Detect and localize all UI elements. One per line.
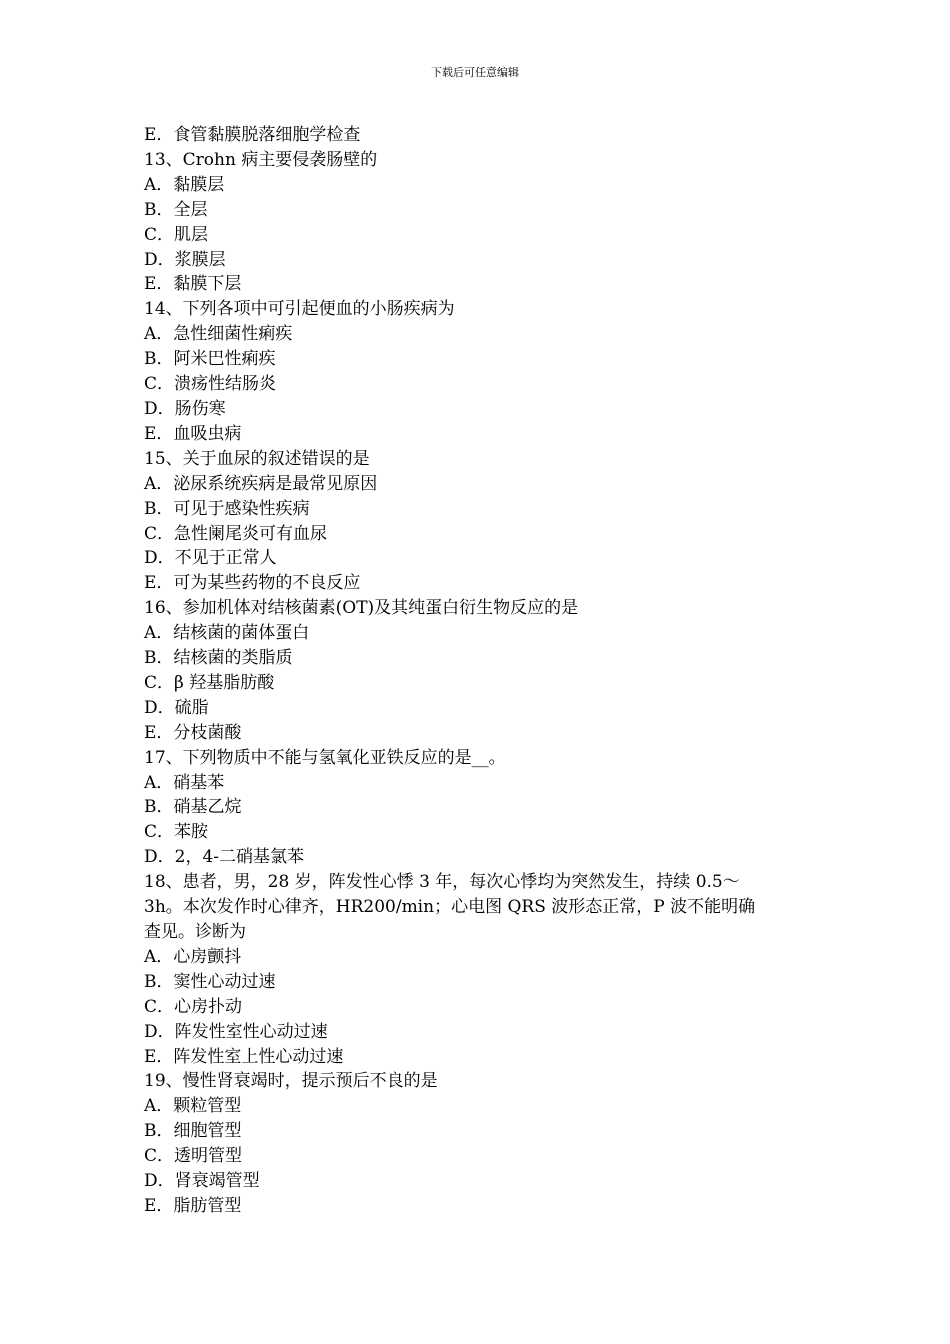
option-line: B．细胞管型 [144,1121,242,1142]
option-line: B．可见于感染性疾病 [144,498,310,519]
question-line: 16、参加机体对结核菌素(OT)及其纯蛋白衍生物反应的是 [144,598,579,619]
option-line: E．可为某些药物的不良反应 [144,573,361,594]
option-line: D．2，4-二硝基氯苯 [144,847,305,868]
option-line: C．苯胺 [144,822,209,843]
question-line: 3h。本次发作时心律齐，HR200/min；心电图 QRS 波形态正常，P 波不能明确 [144,897,756,918]
document-body [144,123,812,1219]
option-line: D．硫脂 [144,697,209,718]
option-line: D．肾衰竭管型 [144,1171,260,1192]
option-line: B．结核菌的类脂质 [144,648,293,669]
question-line: 15、关于血尿的叙述错误的是 [144,448,370,469]
option-line: D．不见于正常人 [144,548,277,569]
option-line: E．阵发性室上性心动过速 [144,1046,344,1067]
option-line: C．溃疡性结肠炎 [144,374,277,395]
option-line: E．血吸虫病 [144,423,242,444]
option-line: A．泌尿系统疾病是最常见原因 [144,473,378,494]
option-line: B．全层 [144,199,208,220]
option-line: C．急性阑尾炎可有血尿 [144,523,328,544]
option-line: A．黏膜层 [144,174,225,195]
question-line: 13、Crohn 病主要侵袭肠壁的 [144,149,378,170]
option-line: E．食管黏膜脱落细胞学检查 [144,125,361,145]
option-line: A．颗粒管型 [144,1096,242,1117]
question-line: 查见。诊断为 [144,922,246,942]
question-line: 17、下列物质中不能与氢氧化亚铁反应的是__。 [144,747,506,768]
page-header: 下载后可任意编辑 [431,66,519,79]
option-line: E．分枝菌酸 [144,722,242,743]
option-line: D．肠伤寒 [144,398,226,419]
option-line: C．心房扑动 [144,996,243,1017]
option-line: E．黏膜下层 [144,274,242,295]
option-line: B．硝基乙烷 [144,797,242,818]
option-line: E．脂肪管型 [144,1195,242,1216]
option-line: A．结核菌的菌体蛋白 [144,623,310,644]
option-line: B．阿米巴性痢疾 [144,349,276,370]
question-line: 19、慢性肾衰竭时，提示预后不良的是 [144,1071,438,1092]
option-line: A．心房颤抖 [144,946,242,967]
question-line: 14、下列各项中可引起便血的小肠疾病为 [144,299,455,320]
option-line: B．窦性心动过速 [144,971,276,992]
option-line: C．透明管型 [144,1146,243,1167]
option-line: C．肌层 [144,224,209,245]
option-line: A．硝基苯 [144,772,225,793]
option-line: A．急性细菌性痢疾 [144,324,293,345]
option-line: D．阵发性室性心动过速 [144,1021,328,1042]
option-line: D．浆膜层 [144,249,226,270]
question-line: 18、患者，男，28 岁，阵发性心悸 3 年，每次心悸均为突然发生，持续 0.5～ [144,872,740,893]
option-line: C．β 羟基脂肪酸 [144,672,275,693]
